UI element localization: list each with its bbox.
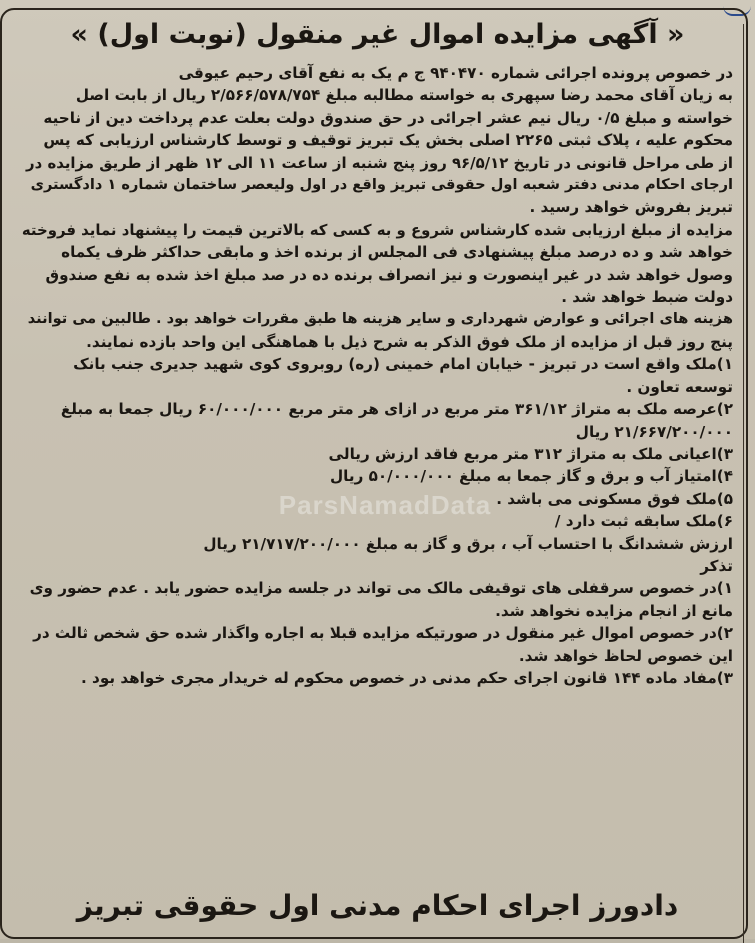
notice-line: دولت ضبط خواهد شد . [561,288,733,307]
notice-line: تبریز بفروش خواهد رسید . [529,198,733,217]
notice-line: ۲)عرصه ملک به متراژ ۳۶۱/۱۲ متر مربع در ازای هر متر مربع ۶۰/۰۰۰/۰۰۰ ریال جمعا به مبلغ [60,400,733,419]
notice-line: ارجای احکام مدنی دفتر شعبه اول حقوقی تبریز واقع در اول ولیعصر ساختمان شماره ۱ دادگستری [30,176,733,194]
notice-line: مزایده از مبلغ ارزیابی شده کارشناس شروع و به کسی که بالاترین قیمت را پیشنهاد نماید فروخته [22,220,733,239]
notice-line: ارزش ششدانگ با احتساب آب ، برق و گاز به مبلغ ۲۱/۷۱۷/۲۰۰/۰۰۰ ریال [203,534,733,553]
notice-line: وصول خواهد شد در غیر اینصورت و نیز انصراف برنده ده در صد مبلغ اخذ شده به نفع صندوق [45,265,733,284]
notice-line: ۱)ملک واقع است در تبریز - خیابان امام خمینی (ره) روبروی کوی شهید جدیری جنب بانک [73,355,733,374]
notice-line: خواهد شد و ده درصد مبلغ پیشنهادی فی المجلس از برنده اخذ و مابقی حداکثر ظرف یکماه [61,243,733,262]
notice-line: ۳)اعیانی ملک به متراژ ۳۱۲ متر مربع فاقد ارزش ریالی [328,444,733,463]
notice-line: ۵)ملک فوق مسکونی می باشد . [496,489,733,508]
notice-line: ۲)در خصوص اموال غیر منقول در صورتیکه مزایده قبلا به اجاره واگذار شده حق شخص ثالث در [33,624,733,643]
notice-title: « آگهی مزایده اموال غیر منقول (نوبت اول) » [70,19,685,50]
notice-line: ۲۱/۶۶۷/۲۰۰/۰۰۰ ریال [575,422,733,441]
notice-line: هزینه های اجرائی و عوارض شهرداری و سایر هزینه ها طبق مقررات خواهد بود . طالبین می توانند [27,310,733,328]
notice-line: پنج روز قبل از مزایده از ملک فوق الذکر به شرح ذیل با هماهنگی این واحد بازده نمایند. [86,332,733,351]
notice-line: از طی مراحل قانونی در تاریخ ۹۶/۵/۱۲ روز پنج شنبه از ساعت ۱۱ الی ۱۲ ظهر از طریق مزایده در [26,153,733,172]
notice-body [22,62,733,689]
signature-line: دادورز اجرای احکام مدنی اول حقوقی تبریز [76,889,679,922]
notice-line: تذکر [700,556,733,575]
notice-line: ۴)امتیاز آب و برق و گاز جمعا به مبلغ ۵۰/۰۰۰/۰۰۰ ریال [329,467,733,486]
notice-line: در خصوص پرونده اجرائی شماره ۹۴۰۴۷۰ ج م یک به نفع آقای رحیم عیوقی [178,64,733,82]
notice-line: ۱)در خصوص سرقفلی های توقیفی مالک می تواند در جلسه مزایده حضور یابد . عدم حضور وی [29,579,733,598]
notice-line: این خصوص لحاظ خواهد شد. [518,646,733,665]
notice-line: توسعه تعاون . [626,377,733,396]
watermark: ParsNamadData [278,490,492,520]
notice-line: به زیان آقای محمد رضا سپهری به خواسته مطالبه مبلغ ۲/۵۶۶/۵۷۸/۷۵۴ ریال از بابت اصل [75,86,733,105]
notice-line: خواسته و مبلغ ۰/۵ ریال نیم عشر اجرائی در حق صندوق دولت بعلت عدم پرداخت دین از ناحیه [43,108,733,127]
notice-line: محکوم علیه ، پلاک ثبتی ۲۲۶۵ اصلی بخش یک تبریز توقیف و توسط کارشناس ارزیابی که پس [43,131,733,150]
notice-line: ۶)ملک سابقه ثبت دارد / [554,512,733,531]
notice-line: ۳)مفاد ماده ۱۴۴ قانون اجرای حکم مدنی در خصوص محکوم له خریدار مجری خواهد بود . [81,668,733,687]
notice-line: مانع از انجام مزایده نخواهد شد. [495,601,733,620]
